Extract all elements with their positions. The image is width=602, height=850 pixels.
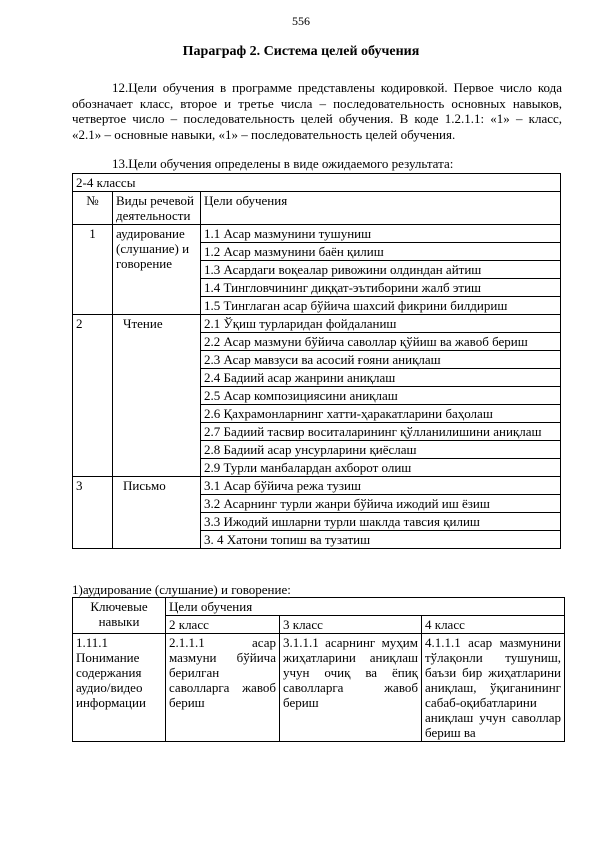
goal-cell: 2.8 Бадиий асар унсурларини қиёслаш: [201, 441, 561, 459]
grade-header: 2-4 классы: [73, 174, 561, 192]
goal-cell: 1.2 Асар мазмунини баён қилиш: [201, 243, 561, 261]
table-header-row: [73, 192, 561, 225]
group-type: Чтение: [113, 315, 201, 477]
group-number: 3: [73, 477, 113, 549]
table-row: [73, 225, 561, 243]
grade-3-goal: 3.1.1.1 асарнинг муҳим жиҳатларини аниқлаш учун очиқ ва ёпиқ саволларга жавоб бериш: [280, 634, 422, 742]
grade-3-header: 3 класс: [280, 616, 422, 634]
table-row: [73, 315, 561, 333]
page-number: 556: [292, 14, 310, 28]
goal-cell: 1.3 Асардаги воқеалар ривожини олдиндан айтиш: [201, 261, 561, 279]
goal-cell: 1.5 Тинглаган асар бўйича шахсий фикрини билдириш: [201, 297, 561, 315]
goal-cell: 2.7 Бадиий тасвир воситаларининг қўлланилишини аниқлаш: [201, 423, 561, 441]
goal-cell: 2.9 Турли манбалардан ахборот олиш: [201, 459, 561, 477]
section-heading: Параграф 2. Система целей обучения: [182, 44, 420, 59]
group-type: Письмо: [113, 477, 201, 549]
goal-cell: 2.4 Бадиий асар жанрини аниқлаш: [201, 369, 561, 387]
goal-cell: 1.1 Асар мазмунини тушуниш: [201, 225, 561, 243]
goal-cell: 3.2 Асарнинг турли жанри бўйича ижодий иш ёзиш: [201, 495, 561, 513]
skill-cell: 1.11.1 Понимание содержания аудио/видео информации: [73, 634, 166, 742]
goal-cell: 2.5 Асар композициясини аниқлаш: [201, 387, 561, 405]
goals-table: [72, 173, 561, 549]
col-number-header: №: [73, 192, 113, 225]
col-goals-header: Цели обучения: [201, 192, 561, 225]
goal-cell: 2.1 Ўқиш турларидан фойдаланиш: [201, 315, 561, 333]
col-skills-header: Ключевые навыки: [73, 598, 166, 634]
subsection-title: 1)аудирование (слушание) и говорение:: [72, 582, 291, 597]
skills-table: [72, 597, 565, 742]
goal-cell: 1.4 Тингловчининг диққат-эътиборини жалб этиш: [201, 279, 561, 297]
grade-4-header: 4 класс: [422, 616, 565, 634]
group-number: 2: [73, 315, 113, 477]
goal-cell: 3.1 Асар бўйича режа тузиш: [201, 477, 561, 495]
table-header-row: [73, 598, 565, 616]
grade-2-header: 2 класс: [166, 616, 280, 634]
table-grade-row: [73, 174, 561, 192]
grade-2-goal: 2.1.1.1 асар мазмуни бўйича берилган саволларга жавоб бериш: [166, 634, 280, 742]
table-row: [73, 634, 565, 742]
goal-cell: 2.3 Асар мавзуси ва асосий ғояни аниқлаш: [201, 351, 561, 369]
col-goals-header: Цели обучения: [166, 598, 565, 616]
group-number: 1: [73, 225, 113, 315]
goal-cell: 3. 4 Хатони топиш ва тузатиш: [201, 531, 561, 549]
goal-cell: 2.6 Қахрамонларнинг хатти-ҳаракатларини баҳолаш: [201, 405, 561, 423]
group-type: аудирование (слушание) и говорение: [113, 225, 201, 315]
table-row: [73, 477, 561, 495]
paragraph-12: 12.Цели обучения в программе представлены кодировкой. Первое число кода обозначает класс, второе и третье числа – последовательность основных навыков, четвертое число – последовательность целей обучения. В коде 1.2.1.1: «1» – класс, «2.1» – основные навыки, «1» – последовательность целей обучения.: [72, 80, 562, 142]
goal-cell: 2.2 Асар мазмуни бўйича саволлар қўйиш ва жавоб бериш: [201, 333, 561, 351]
goal-cell: 3.3 Ижодий ишларни турли шаклда тавсия қилиш: [201, 513, 561, 531]
paragraph-13: 13.Цели обучения определены в виде ожидаемого результата:: [112, 156, 454, 171]
col-type-header: Виды речевой деятельности: [113, 192, 201, 225]
grade-4-goal: 4.1.1.1 асар мазмунини тўлақонли тушуниш, баъзи бир жиҳатларини аниқлаш, ўқиганининг сабаб-оқибатларини аниқлаш учун саволлар бериш ва: [422, 634, 565, 742]
